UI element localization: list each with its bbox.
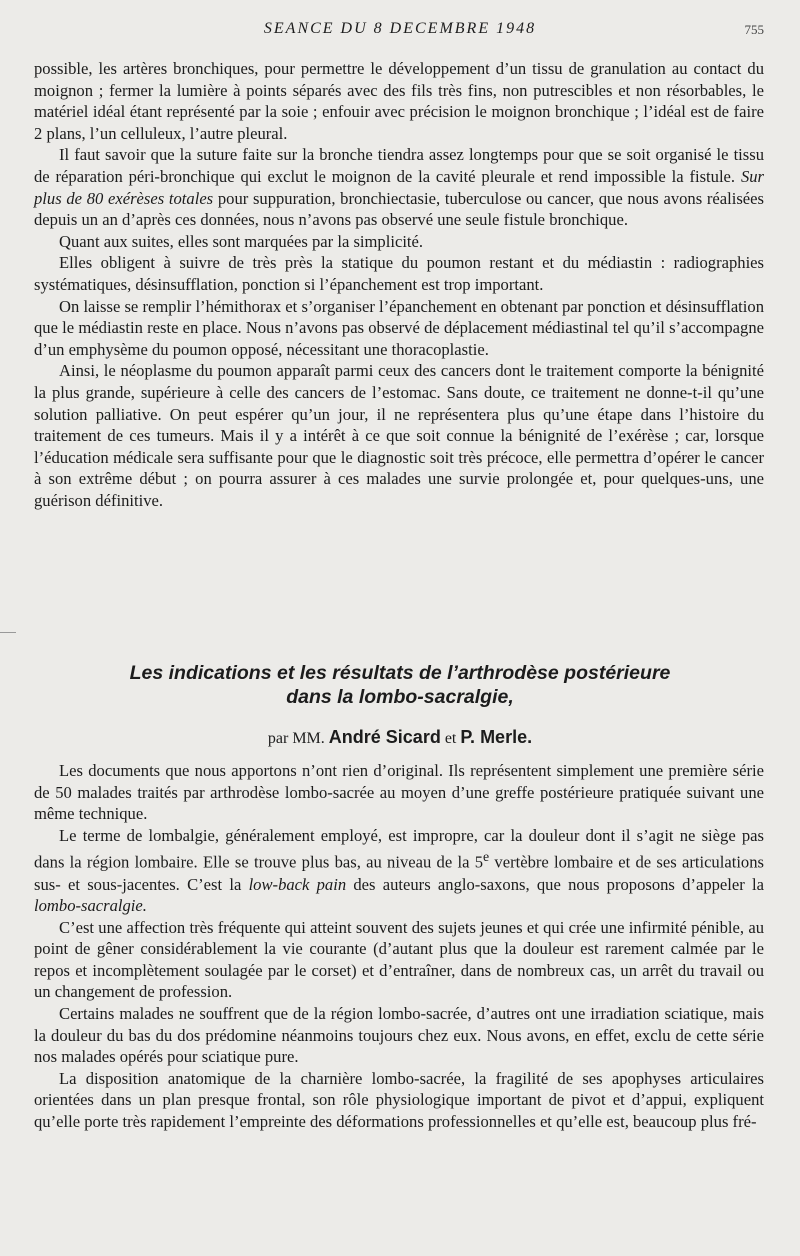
paragraph: Elles obligent à suivre de très près la statique du poumon restant et du médiastin : radiographies systématiques, désinsufflation, ponction si l’épanchement est trop important.: [34, 253, 764, 294]
article-heading: [0, 661, 800, 748]
paragraph: possible, les artères bronchiques, pour permettre le développement d’un tissu de granulation au contact du moignon ; fermer la lumière à points séparés avec des fils très fins, non putrescibles et non résorbables, le matériel idéal étant représenté par la soie ; enfouir avec précision le moignon bronchique ; l’idéal est de faire 2 plans, l’un celluleux, l’autre pleural.: [34, 59, 764, 143]
section-arthrodesis-text: [34, 760, 764, 1133]
text-run: Il faut savoir que la suture faite sur la bronche tiendra assez longtemps pour que se soit organisé le tissu de réparation péri-bronchique qui exclut le moignon de la cavité pleurale et rend impossible la fistule.: [34, 145, 764, 186]
paragraph: [34, 825, 764, 917]
byline-prefix: par MM.: [267, 730, 325, 747]
article-title-line: Les indications et les résultats de l’arthrodèse postérieure: [129, 662, 671, 684]
page-number: 755: [744, 22, 764, 37]
running-title: SEANCE DU 8 DECEMBRE 1948: [263, 20, 537, 37]
paragraph: Les documents que nous apportons n’ont rien d’original. Ils représentent simplement une première série de 50 malades traités par arthrodèse lombo-sacrée au moyen d’une greffe postérieure pratiquée suivant une même technique.: [34, 761, 764, 824]
text-run: pour suppuration, bronchiectasie, tuberculose ou cancer, que nous avons réalisées depuis un an d’après ces données, nous n’avons pas observé une seule fistule bronchique.: [34, 188, 764, 230]
paragraph: [34, 144, 764, 230]
text-run: vertèbre lombaire et de ses articulations sus- et sous-jacentes. C’est la: [34, 852, 764, 894]
text-run: Le terme de lombalgie, généralement employé, est impropre, car la douleur dont il s’agit ne siège pas dans la région lombaire. Elle se trouve plus bas, au niveau de la 5: [34, 825, 764, 872]
emphasis: low-back pain: [248, 874, 347, 894]
paragraph: Ainsi, le néoplasme du poumon apparaît parmi ceux des cancers dont le traitement comporte la bénignité la plus grande, supérieure à celle des cancers de l’estomac. Sans doute, ce traitement ne donne-t-il qu’une solution palliative. On peut espérer qu’un jour, il ne représentera plus qu’une étape dans l’histoire du traitement de ces tumeurs. Mais il y a intérêt à ce que soit connue la bénignité de l’exérèse ; car, lorsque l’éducation médicale sera suffisante pour que le diagnostic soit très précoce, elle permettra d’opérer le cancer à son extrême début ; on pourra assurer à ces malades une survie prolongée et, pour quelques-uns, une guérison définitive.: [34, 361, 764, 510]
text-run: des auteurs anglo-saxons, que nous proposons d’appeler la: [346, 874, 764, 894]
emphasis: Sur plus de 80 exérèses totales: [34, 166, 764, 208]
page-header: [0, 20, 800, 44]
paragraph: La disposition anatomique de la charnière lombo-sacrée, la fragilité de ses apophyses articulaires orientées dans un plan presque frontal, son rôle physiologique important de pivot et d’appui, expliquent qu’elle porte très rapidement l’empreinte des déformations professionnelles et qu’elle est, beaucoup plus fré-: [34, 1068, 764, 1132]
paragraph: On laisse se remplir l’hémithorax et s’organiser l’épanchement en obtenant par ponction et désinsufflation que le médiastin reste en place. Nous n’avons pas observé de déplacement médiastinal tel qu’il s’accompagne d’un emphysème du poumon opposé, nécessitant une thoracoplastie.: [34, 296, 764, 359]
byline: [0, 727, 800, 748]
emphasis: lombo-sacralgie.: [34, 896, 147, 916]
margin-mark: [0, 632, 16, 633]
superscript: e: [483, 849, 490, 865]
article-title-line: dans la lombo-sacralgie,: [286, 686, 514, 708]
paragraph: Quant aux suites, elles sont marquées par la simplicité.: [59, 231, 424, 251]
author-name: P. Merle.: [460, 727, 533, 747]
author-name: André Sicard: [328, 727, 441, 747]
paragraph: C’est une affection très fréquente qui atteint souvent des sujets jeunes et qui crée une infirmité pénible, au point de gêner considérablement la vie courante (d’autant plus que la douleur est rarement calmée par le repos et incomplètement soulagée par le corset) et d’entraîner, dans de nombreux cas, un arrêt du travail ou un changement de profession.: [34, 917, 764, 1002]
section-lung-surgery-text: [34, 58, 764, 511]
byline-conjunction: et: [444, 730, 457, 747]
paragraph: Certains malades ne souffrent que de la région lombo-sacrée, d’autres ont une irradiation sciatique, mais la douleur du bas du dos prédomine néanmoins toujours chez eux. Nous avons, en effet, exclu de cette série nos malades opérés pour sciatique pure.: [34, 1004, 764, 1067]
